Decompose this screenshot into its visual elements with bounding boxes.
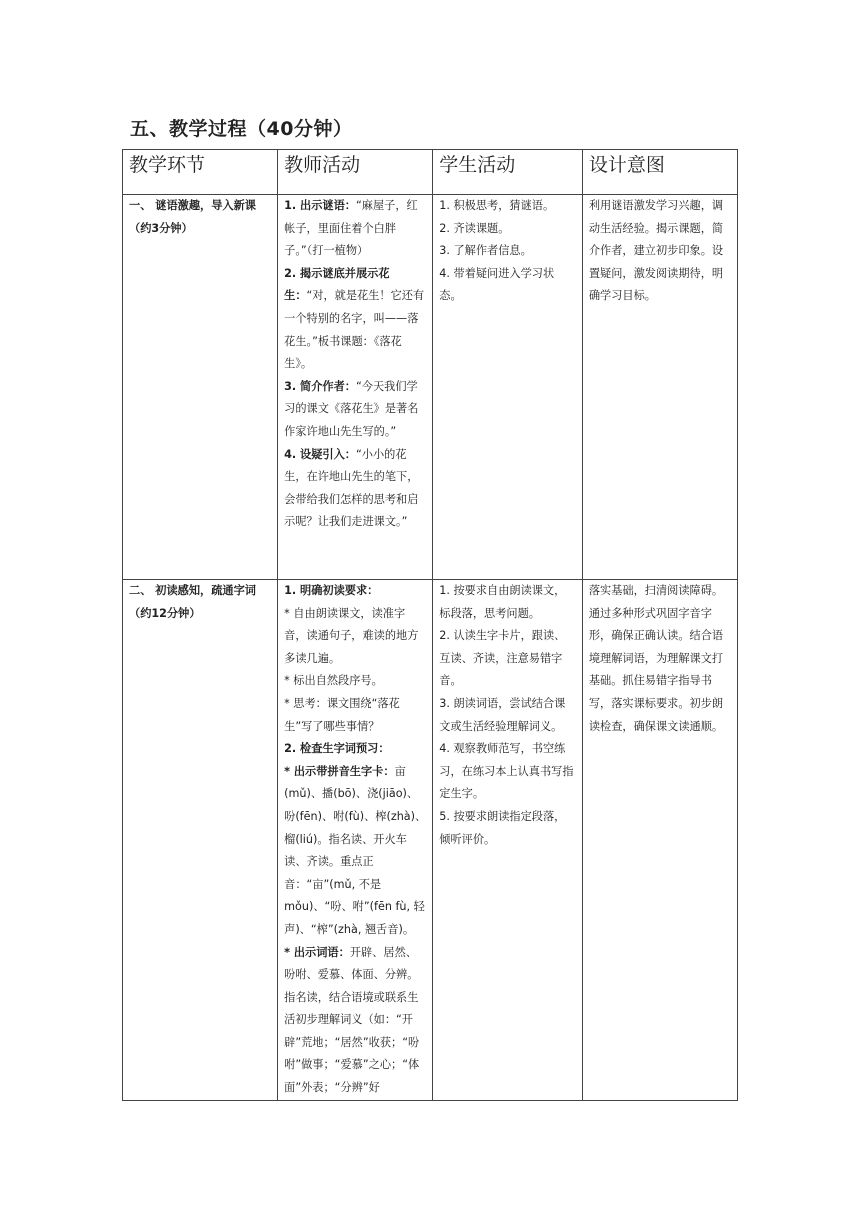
teacher-activity-cell (278, 580, 433, 1101)
table-row (123, 580, 738, 1101)
student-activity-cell (433, 580, 583, 1101)
teaching-process-table (122, 149, 738, 1101)
header-teacher-activity: 教师活动 (278, 150, 433, 195)
header-stage: 教学环节 (123, 150, 278, 195)
teacher-item: 2. 揭示谜底并展示花生：“对，就是花生！它还有一个特别的名字，叫——落花生。”板书课题：《落花生》。 (284, 266, 425, 371)
table-row (123, 195, 738, 580)
student-item: 1. 积极思考，猜谜语。 (439, 199, 555, 212)
intent-text: 利用谜语激发学习兴趣，调动生活经验。揭示课题，简介作者，建立初步印象。设置疑问，激发阅读期待，明确学习目标。 (588, 199, 724, 303)
teacher-activity-cell (278, 195, 433, 580)
student-activity-cell (433, 195, 583, 580)
teacher-item: * 标出自然段序号。 (284, 674, 383, 688)
teacher-item: 3. 简介作者：“今天我们学习的课文《落花生》是著名作家许地山先生写的。” (284, 379, 419, 438)
student-item: 4. 带着疑问进入学习状态。 (439, 266, 555, 303)
teacher-item: 1. 出示谜语：“麻屋子，红帐子，里面住着个白胖子。”（打一植物） (284, 199, 418, 258)
teacher-item: * 思考：课文围绕“落花生”写了哪些事情？ (284, 696, 400, 733)
header-design-intent: 设计意图 (582, 150, 737, 195)
teacher-item: 1. 明确初读要求： (284, 584, 379, 597)
student-item: 3. 了解作者信息。 (439, 244, 532, 258)
student-item: 2. 齐读课题。 (439, 221, 510, 235)
design-intent-cell (582, 580, 737, 1101)
design-intent-cell (582, 195, 737, 580)
section-title: 五、教学过程（40分钟） (130, 118, 353, 140)
student-item: 4. 观察教师范写，书空练习，在练习本上认真书写指定生字。 (439, 742, 574, 801)
header-student-activity: 学生活动 (433, 150, 583, 195)
intent-text: 落实基础，扫清阅读障碍。通过多种形式巩固字音字形，确保正确认读。结合语境理解词语，为理解课文打基础。抓住易错字指导书写，落实课标要求。初步朗读检查，确保课文读通顺。 (588, 584, 724, 733)
stage-cell: 一、 谜语激趣，导入新课（约3分钟） (123, 195, 278, 580)
student-item: 5. 按要求朗读指定段落，倾听评价。 (439, 809, 566, 846)
teacher-item: 4. 设疑引入：“小小的花生，在许地山先生的笔下，会带给我们怎样的思考和启示呢？让我们走进课文。” (284, 447, 419, 529)
teacher-item: 2. 检查生字词预习： (284, 742, 390, 756)
teacher-item: * 自由朗读课文，读准字音，读通句子，难读的地方多读几遍。 (284, 606, 419, 665)
student-item: 2. 认读生字卡片，跟读、互读、齐读，注意易错字音。 (439, 629, 566, 688)
teacher-item: * 出示词语：开辟、居然、吩咐、爱慕、体面、分辨。指名读，结合语境或联系生活初步理解词义（如：“开辟”荒地；“居然”收获；“吩咐”做事；“爱慕”之心；“体面”外表；“分辨”好 (284, 945, 420, 1095)
student-item: 3. 朗读词语，尝试结合课文或生活经验理解词义。 (439, 696, 566, 733)
teacher-item: * 出示带拼音生字卡：亩(mǔ)、播(bō)、浇(jiāo)、吩(fēn)、咐(fù)、榨(zhà)、榴(liú)。指名读、开火车读、齐读。重点正音：“亩”(mǔ, 不是 mǒu)、“吩、咐”(fēn fù, 轻声)、“榨”(zhà, 翘舌音)。 (284, 764, 427, 936)
stage-cell: 二、 初读感知，疏通字词（约12分钟） (123, 580, 278, 1101)
student-item: 1. 按要求自由朗读课文，标段落，思考问题。 (439, 584, 566, 620)
table-header-row (123, 150, 738, 195)
